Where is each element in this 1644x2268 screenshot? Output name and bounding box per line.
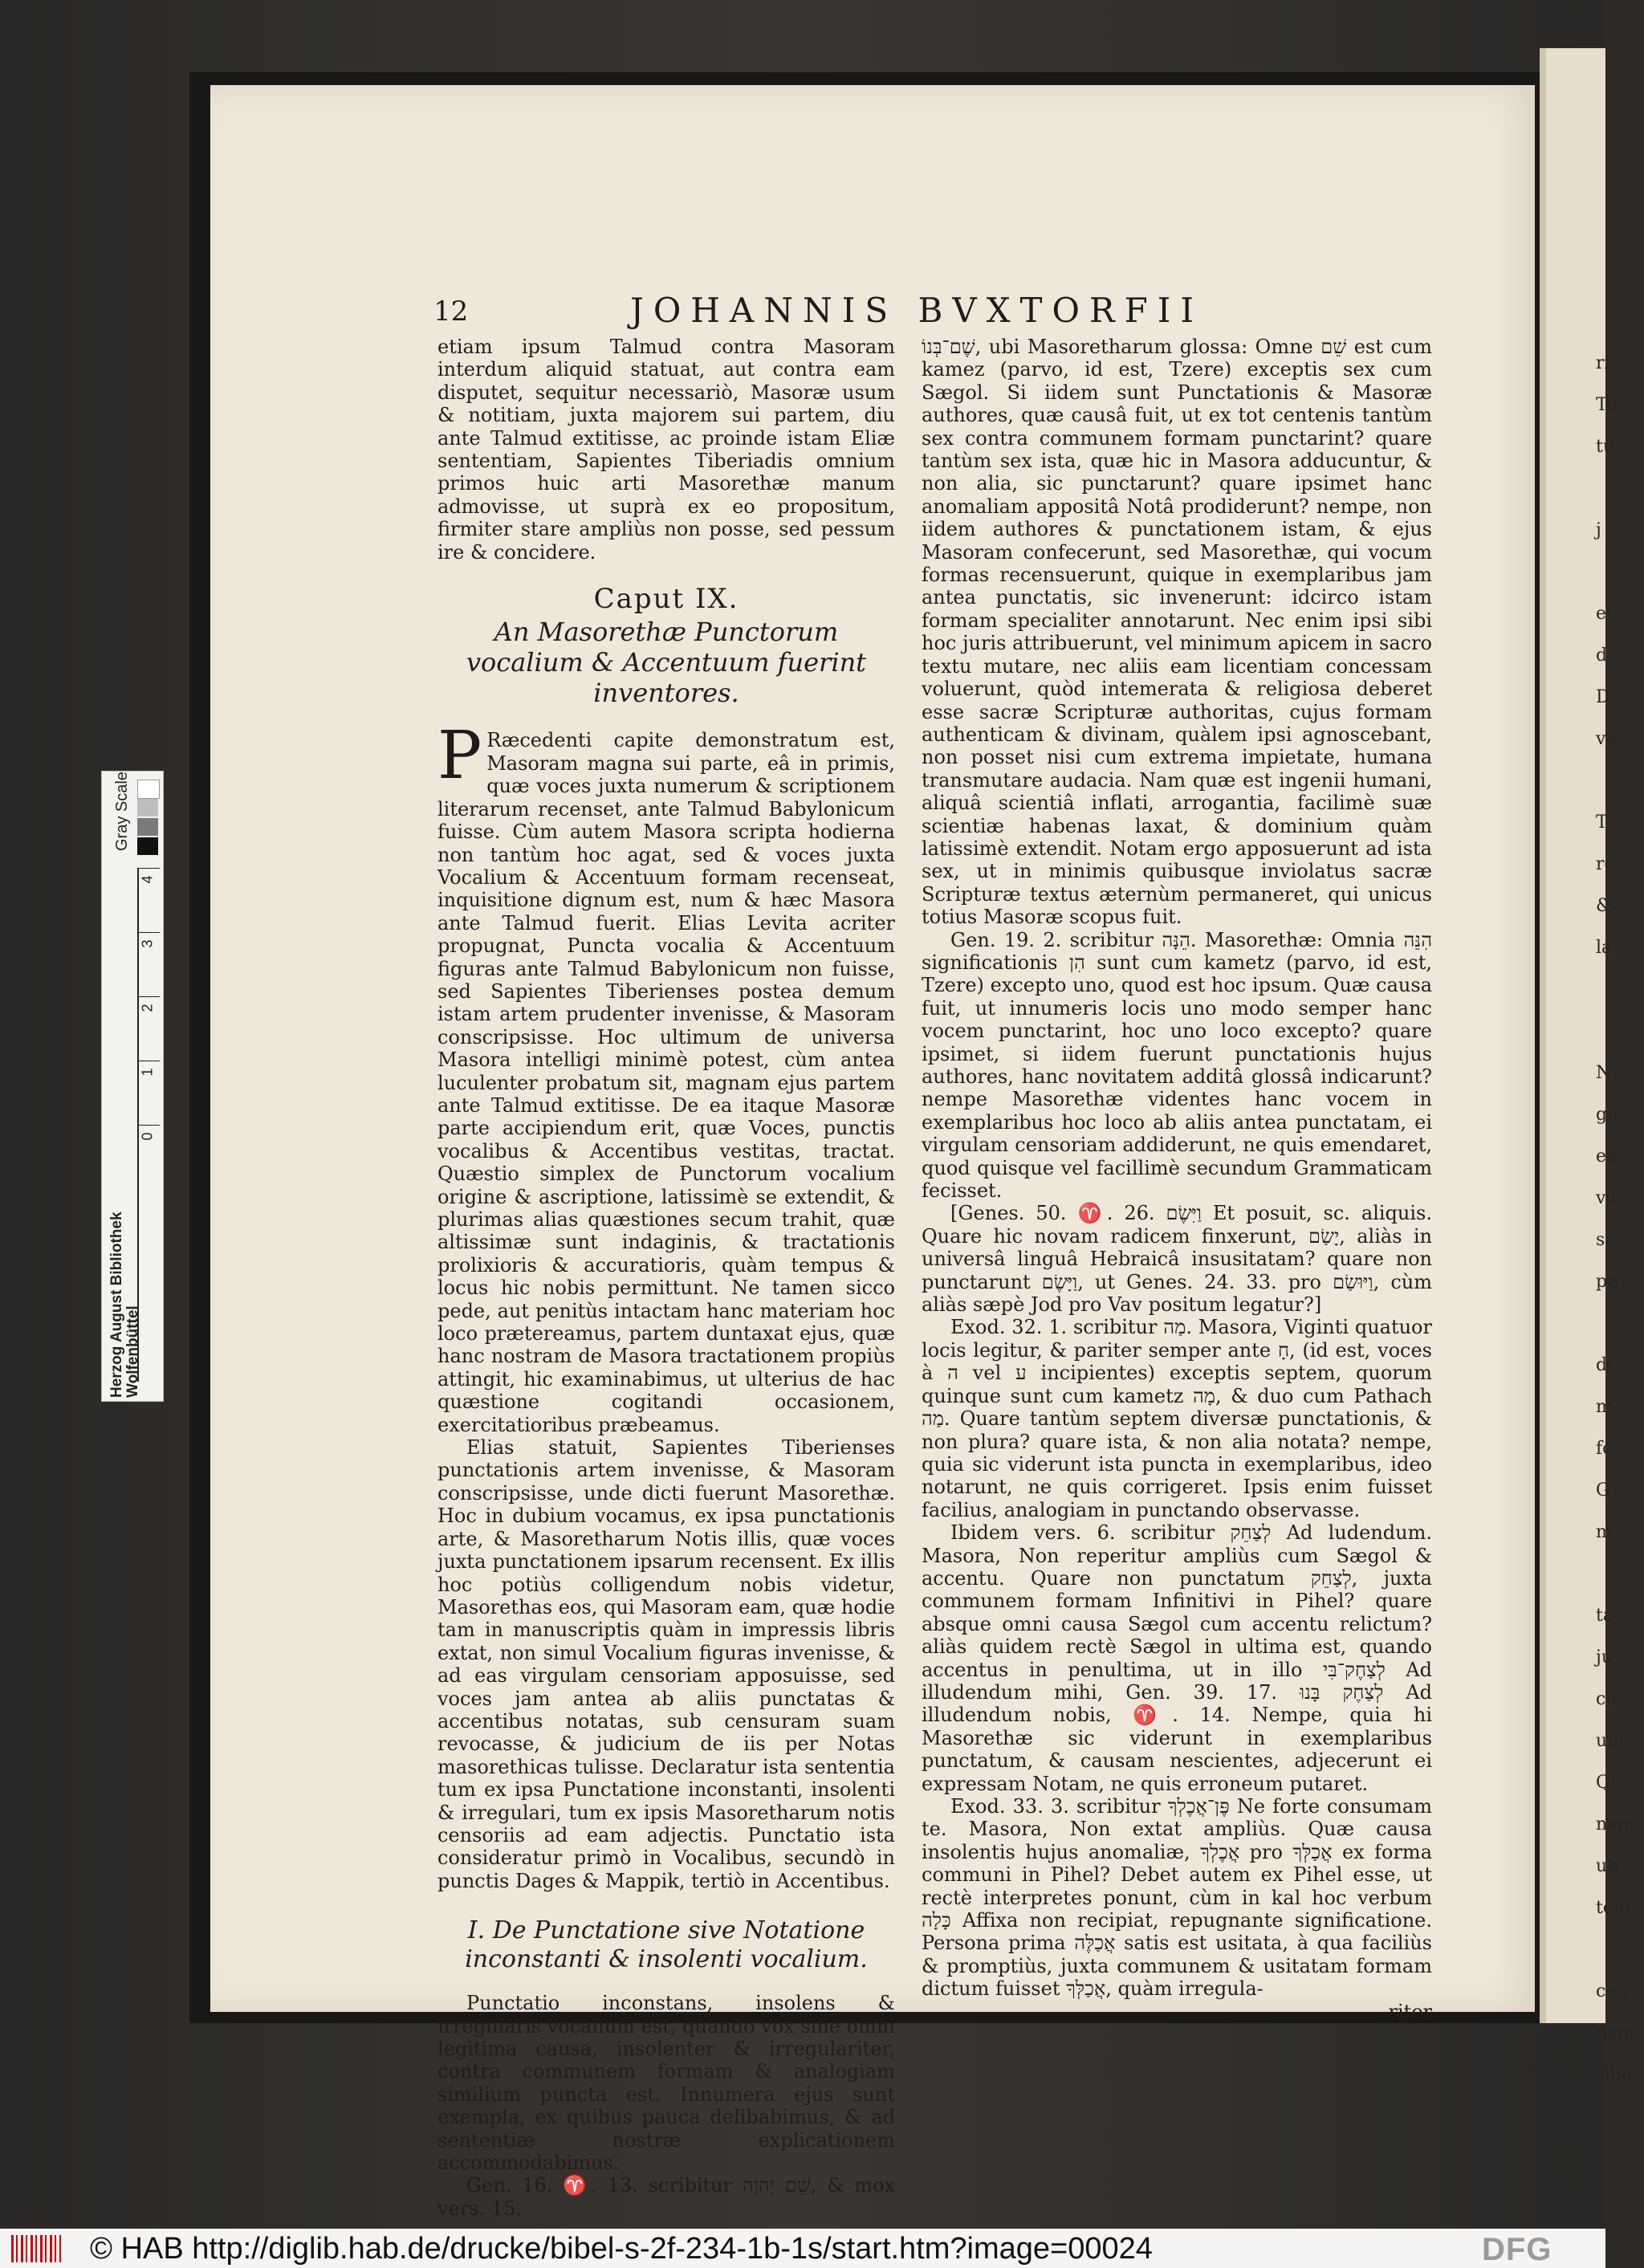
paragraph: Exod. 32. 1. scribitur מַה. Masora, Viginti quatuor locis legitur, & pariter semper ante חָ, (id est, voces à ה vel ע incipientes) exceptis septem, quorum quinque sunt cum kametz מָה, & duo cum Pathach מַה. Quare tantùm septem diversæ punctationis, & non plura? quare ista, & non alia notata? nempe, quia sic viderunt ista puncta in exemplaribus, ideo notarunt, ne quis corrigeret. Ipsis enim fuisset facilius, analogiam in punctando observasse. bbox=[922, 1316, 1432, 1521]
facing-page-fragment: ta bbox=[1596, 1606, 1613, 1626]
facing-page-fragment: ex bbox=[1596, 1146, 1617, 1167]
facing-page-fragment: gu bbox=[1596, 1105, 1619, 1125]
running-title: JOHANNIS BVXTORFII bbox=[630, 291, 1203, 330]
paragraph bbox=[437, 718, 895, 1436]
facing-page-fragment: & bbox=[1596, 896, 1612, 916]
hab-logo-icon bbox=[11, 2235, 61, 2262]
facing-page-fragment: ribu bbox=[1596, 2065, 1633, 2085]
facing-page-fragment: ju bbox=[1596, 1647, 1613, 1667]
drop-cap: P bbox=[437, 718, 482, 795]
facing-page-fragment: nem bbox=[1596, 1814, 1635, 1834]
page-number: 12 bbox=[433, 295, 469, 328]
ruler bbox=[137, 868, 160, 1382]
facing-page-fragment: ri bbox=[1596, 353, 1610, 373]
gray-chip bbox=[137, 818, 158, 836]
ruler-tick bbox=[139, 996, 160, 997]
facing-page-fragment: m bbox=[1596, 1522, 1613, 1542]
facing-page-fragment: cen bbox=[1596, 1981, 1628, 2001]
gray-chip bbox=[137, 799, 158, 816]
gray-scale-title: Gray Scale bbox=[113, 772, 131, 851]
facing-page-fragment: cu bbox=[1596, 1689, 1618, 1709]
facing-page-fragment: T bbox=[1596, 812, 1608, 833]
paragraph: Gen. 19. 2. scribitur הֵנָּה. Masorethæ: Omnia הִנֵּה significationis הִן sunt cum kametz (parvo, id est, Tzere) excepto uno, quod est hoc ipsum. Quæ causa fuit, ut innumeris locis uno modo semper hanc vocem punctarint, hoc uno loco excepto? quare ipsimet, si iidem fuerunt punctationis hujus authores, hanc novitatem additâ glossâ indicarunt? nempe Masorethæ videntes hanc vocem in exemplaribus hoc loco ab aliis antea punctatam, ei virgulam censoriam addiderunt, ne quis emendaret, quod quisque vel facillimè secundum Grammaticam fecisset. bbox=[922, 928, 1433, 1203]
right-column bbox=[922, 336, 1432, 2023]
footer-bar bbox=[0, 2229, 1605, 2268]
library-name: Herzog August Bibliothek bbox=[108, 1211, 125, 1398]
footer-url[interactable]: © HAB http://diglib.hab.de/drucke/bibel-s-2f-234-1b-1s/start.htm?image=00024 bbox=[90, 2232, 1153, 2266]
facing-page-fragment: Qu bbox=[1596, 1773, 1622, 1793]
section-title: I. De Punctatione sive Notatione inconstanti & insolenti vocalium. bbox=[465, 1916, 868, 1974]
left-column bbox=[437, 336, 895, 2220]
chapter-title: An Masorethæ Punctorum vocalium & Accentuum fuerint inventores. bbox=[466, 617, 867, 709]
ruler-number: 1 bbox=[139, 1068, 156, 1077]
paragraph: Ibidem vers. 6. scribitur לְצַחֵק Ad ludendum. Masora, Non reperitur ampliùs cum Sægol & accentu. Quare non punctatum לְצַחֵק, juxta communem formam Infinitivi in Pihel? quare absque omni causa Sægol cum accentu relictum? aliàs quidem rectè Sægol in ultima est, quando accentus in penultima, ut in illo לְצַחֶק־בִּי Ad illudendum mihi, Gen. 39. 17. לְצַחֶק בָּנוּ Ad illudendum nobis, ♈. 14. Nempe, quia hi Masorethæ sic viderunt in exemplaribus punctatum, & causam nescientes, adjecerunt ei expressam Notam, ne quis erroneum putaret. bbox=[922, 1521, 1432, 1795]
paragraph: Punctatio inconstans, insolens & irregularis vocalium est, quando vox sine omni legitima causa, insolenter & irregulariter, contra communem formam & analogiam similium puncta est. Innumera ejus sunt exempla, ex quibus pauca delibabimus, & ad sententiæ nostræ explicationem accommodabimus. bbox=[437, 1992, 895, 2175]
facing-page-fragment: D bbox=[1596, 687, 1610, 707]
facing-page-fragment: j bbox=[1596, 520, 1601, 540]
chapter-heading: Caput IX. bbox=[593, 583, 739, 616]
facing-page-fragment: ei bbox=[1596, 604, 1613, 624]
facing-page-fragment: la bbox=[1596, 938, 1613, 958]
dfg-logo: DFG bbox=[1482, 2232, 1552, 2267]
paragraph: Gen. 16. ♈. 13. scribitur שֵׁם יְהוָה, & mox vers. 15. bbox=[437, 2174, 895, 2220]
facing-page-fragment: tu bbox=[1596, 437, 1615, 457]
ruler-number: 4 bbox=[139, 875, 156, 884]
facing-page-fragment: ubi bbox=[1596, 1731, 1625, 1751]
gray-chip bbox=[137, 780, 160, 799]
paragraph: [Genes. 50. ♈. 26. וַיִּשֶׂם Et posuit, sc. aliquis. Quare hic novam radicem finxerunt, יָשַׂם, aliàs in universâ linguâ Hebraicâ insusitatam? quare non punctarunt וַיָּשֶׂם, ut Genes. 24. 33. pro וַיּוּשַׂם, cùm aliàs sæpè Jod pro Vav positum legatur?] bbox=[922, 1202, 1433, 1317]
ruler-number: 2 bbox=[139, 1004, 156, 1012]
ruler-number: 0 bbox=[139, 1132, 156, 1141]
facing-page-fragment: d bbox=[1596, 645, 1608, 666]
gray-scale-target bbox=[101, 771, 164, 1402]
facing-page-fragment: nem bbox=[1596, 2023, 1635, 2043]
facing-page-fragment: su bbox=[1596, 1230, 1617, 1250]
paragraph: Elias statuit, Sapientes Tiberienses punctationis artem invenisse, & Masoram conscripsisse, unde dicti fuerunt Masorethæ. Hoc in dubium vocamus, ex ipsa punctationis arte, & Masoretharum Notis illis, quæ voces juxta punctationem ipsarum recensent. Ex illis hoc potiùs colligendum nobis videtur, Masorethas eos, qui Masoram eam, quæ hodie tam in manuscriptis quàm in impressis libris extat, non simul Vocalium figuras invenisse, & ad eas virgulam censoriam apposuisse, sed voces jam antea ab aliis punctatas & accentibus notatas, sub censuram suam revocasse, & judicium de iis per Notas masorethicas tulisse. Declaratur ista sententia tum ex ipsa Punctatione inconstanti, insolenti & irregulari, tum ex ipsis Masoretharum notis censoriis ad eam adjectis. Punctatio ista consideratur primò in Vocalibus, secundò in punctis Dages & Mappik, tertiò in Accentibus. bbox=[437, 1436, 895, 1892]
facing-page-fragment: ve bbox=[1596, 729, 1617, 749]
page-gutter bbox=[1540, 48, 1546, 2023]
facing-page-fragment: Te bbox=[1596, 395, 1617, 415]
facing-page-fragment: m bbox=[1596, 1397, 1613, 1417]
ruler-number: 3 bbox=[139, 939, 156, 948]
paragraph: שֶׁם־בְּנוֹ, ubi Masoretharum glossa: Omne שֵׁם est cum kamez (parvo, id est, Tzere) exceptis sex cum Sægol. Si iidem sunt Punctationis & Masoræ authores, quæ causâ fuit, ut ex tot centenis tantùm sex contra communem formam punctarint? quare tantùm sex ista, quæ hic in Masora adducuntur, & non alia, sic punctarunt? quare ipsimet hanc anomaliam appositâ Notâ prodiderunt? nempe, non iidem authores & punctationem istam, & ejus Masoram confecerunt, sed Masorethæ, qui vocum formas recensuerunt, quique in exemplaribus jam antea punctatis, sic invenerunt: idcirco istam formam specialiter annotarunt. Nec enim ipsi sibi hoc juris attribuerunt, vel minimum apicem in sacro textu mutare, nec aliis eam licentiam concessam voluerunt, quòd intemerata & religiosa deberet esse sacræ Scripturæ authoritas, cujus formam authenticam & divinam, quàlem ipsi agnoscebant, non posset nisi cum extrema impietate, humana transmutare audacia. Nam quæ est ingenii humani, aliquâ scientiâ inflati, arrogantia, facilimè suæ scientiæ habenas laxat, & dominium quàm latissimè extendit. Notam ergo apposuerunt ad ista sex, ut in minimis quibusque inviolatus sacræ Scripturæ textus æternùm permaneret, qui unicus totius Masoræ scopus fuit. bbox=[922, 336, 1433, 929]
page-header bbox=[433, 291, 1437, 339]
ruler-tick bbox=[139, 932, 160, 933]
paragraph: etiam ipsum Talmud contra Masoram interdum aliquid statuat, aut contra eam disputet, sequitur necessariò, Masoræ usum & notitiam, juxta majorem sui partem, diu ante Talmud extitisse, ac proinde istam Eliæ sententiam, Sapientes Tiberiadis omnium primos huic arti Masorethæ manum admovisse, ut suprà ex eo propositum, firmiter stare ampliùs non posse, sed pessum ire & concidere. bbox=[437, 336, 895, 564]
paragraph: Exod. 33. 3. scribitur פֶּן־אֲכֶלְךָ Ne forte consumam te. Masora, Non extat ampliùs. Quæ causa insolentis hujus anomaliæ, אֲכֶלְךָ pro אֲכַלְּךָ ex forma communi in Pihel? Debet autem ex Pihel esse, ut rectè interpretes ponunt, cùm in kal hoc verbum כָּלָה Affixa non recipiat, repugnante significatione. Persona prima אֲכַלֶּה satis est usitata, à qua faciliùs & promptiùs, juxta communem & usitatam formam dictum fuisset אֲכַלְּךָ, quàm irregula- bbox=[922, 1795, 1432, 2001]
catchword: riter bbox=[1388, 2000, 1432, 2023]
library-city: Wolfenbüttel bbox=[124, 1305, 141, 1398]
facing-page-fragment: pe bbox=[1596, 1272, 1618, 1292]
ruler-tick bbox=[139, 868, 160, 869]
facing-page-fragment: di bbox=[1596, 1355, 1613, 1375]
facing-page-fragment: fe bbox=[1596, 1439, 1613, 1459]
facing-page-fragment: vo bbox=[1596, 1188, 1617, 1208]
facing-page-fragment: tem bbox=[1596, 1898, 1630, 1918]
gray-chip bbox=[137, 837, 158, 855]
facing-page-fragment: ub bbox=[1596, 1856, 1619, 1876]
ruler-tick bbox=[139, 1125, 160, 1126]
next-page-edge bbox=[1540, 48, 1635, 2085]
facing-page-fragment: re bbox=[1596, 854, 1615, 874]
facing-page-fragment: Ni bbox=[1596, 1063, 1618, 1083]
facing-page-fragment: G bbox=[1596, 1480, 1610, 1500]
paragraph-text: Ræcedenti capite demonstratum est, Masoram magna sui parte, eâ in primis, quæ voces juxta numerum & scriptionem literarum recenset, ante Talmud Babylonicum fuisse. Cùm autem Masora scripta hodierna non tantùm hoc agat, sed & voces juxta Vocalium & Accentuum formam recenseat, inquisitione dignum est, num & hæc Masora ante Talmud fuerit. Elias Levita acriter propugnat, Puncta vocalia & Accentuum figuras ante Talmud Babylonicum non fuisse, sed Sapientes Tiberienses postea demum istam artem prudenter invenisse, & Masoram conscripsisse. Hoc ultimum de universa Masora intelligi minimè potest, cùm antea luculenter probatum sit, magnam ejus partem ante Talmud extitisse. De ea itaque Masoræ parte accipiendum erit, quæ Voces, punctis vocalibus & Accentibus vestitas, tractat. Quæstio simplex de Punctorum vocalium origine & ascriptione, latissimè se extendit, & plurimas alias quæstiones secum trahit, quæ altissimæ sunt indaginis, & tractationis prolixioris & accuratioris, quàm tempus & locus hic nobis permittunt. Ne tamen sicco pede, aut penitùs intactam hanc materiam hoc loco prætereamus, partem duntaxat ejus, quæ hanc nostram de Masora tractationem propiùs attingit, hic examinabimus, ut ulterius de hac quæstione cogitandi occasionem, exercitatioribus præbeamus. bbox=[437, 729, 895, 1436]
